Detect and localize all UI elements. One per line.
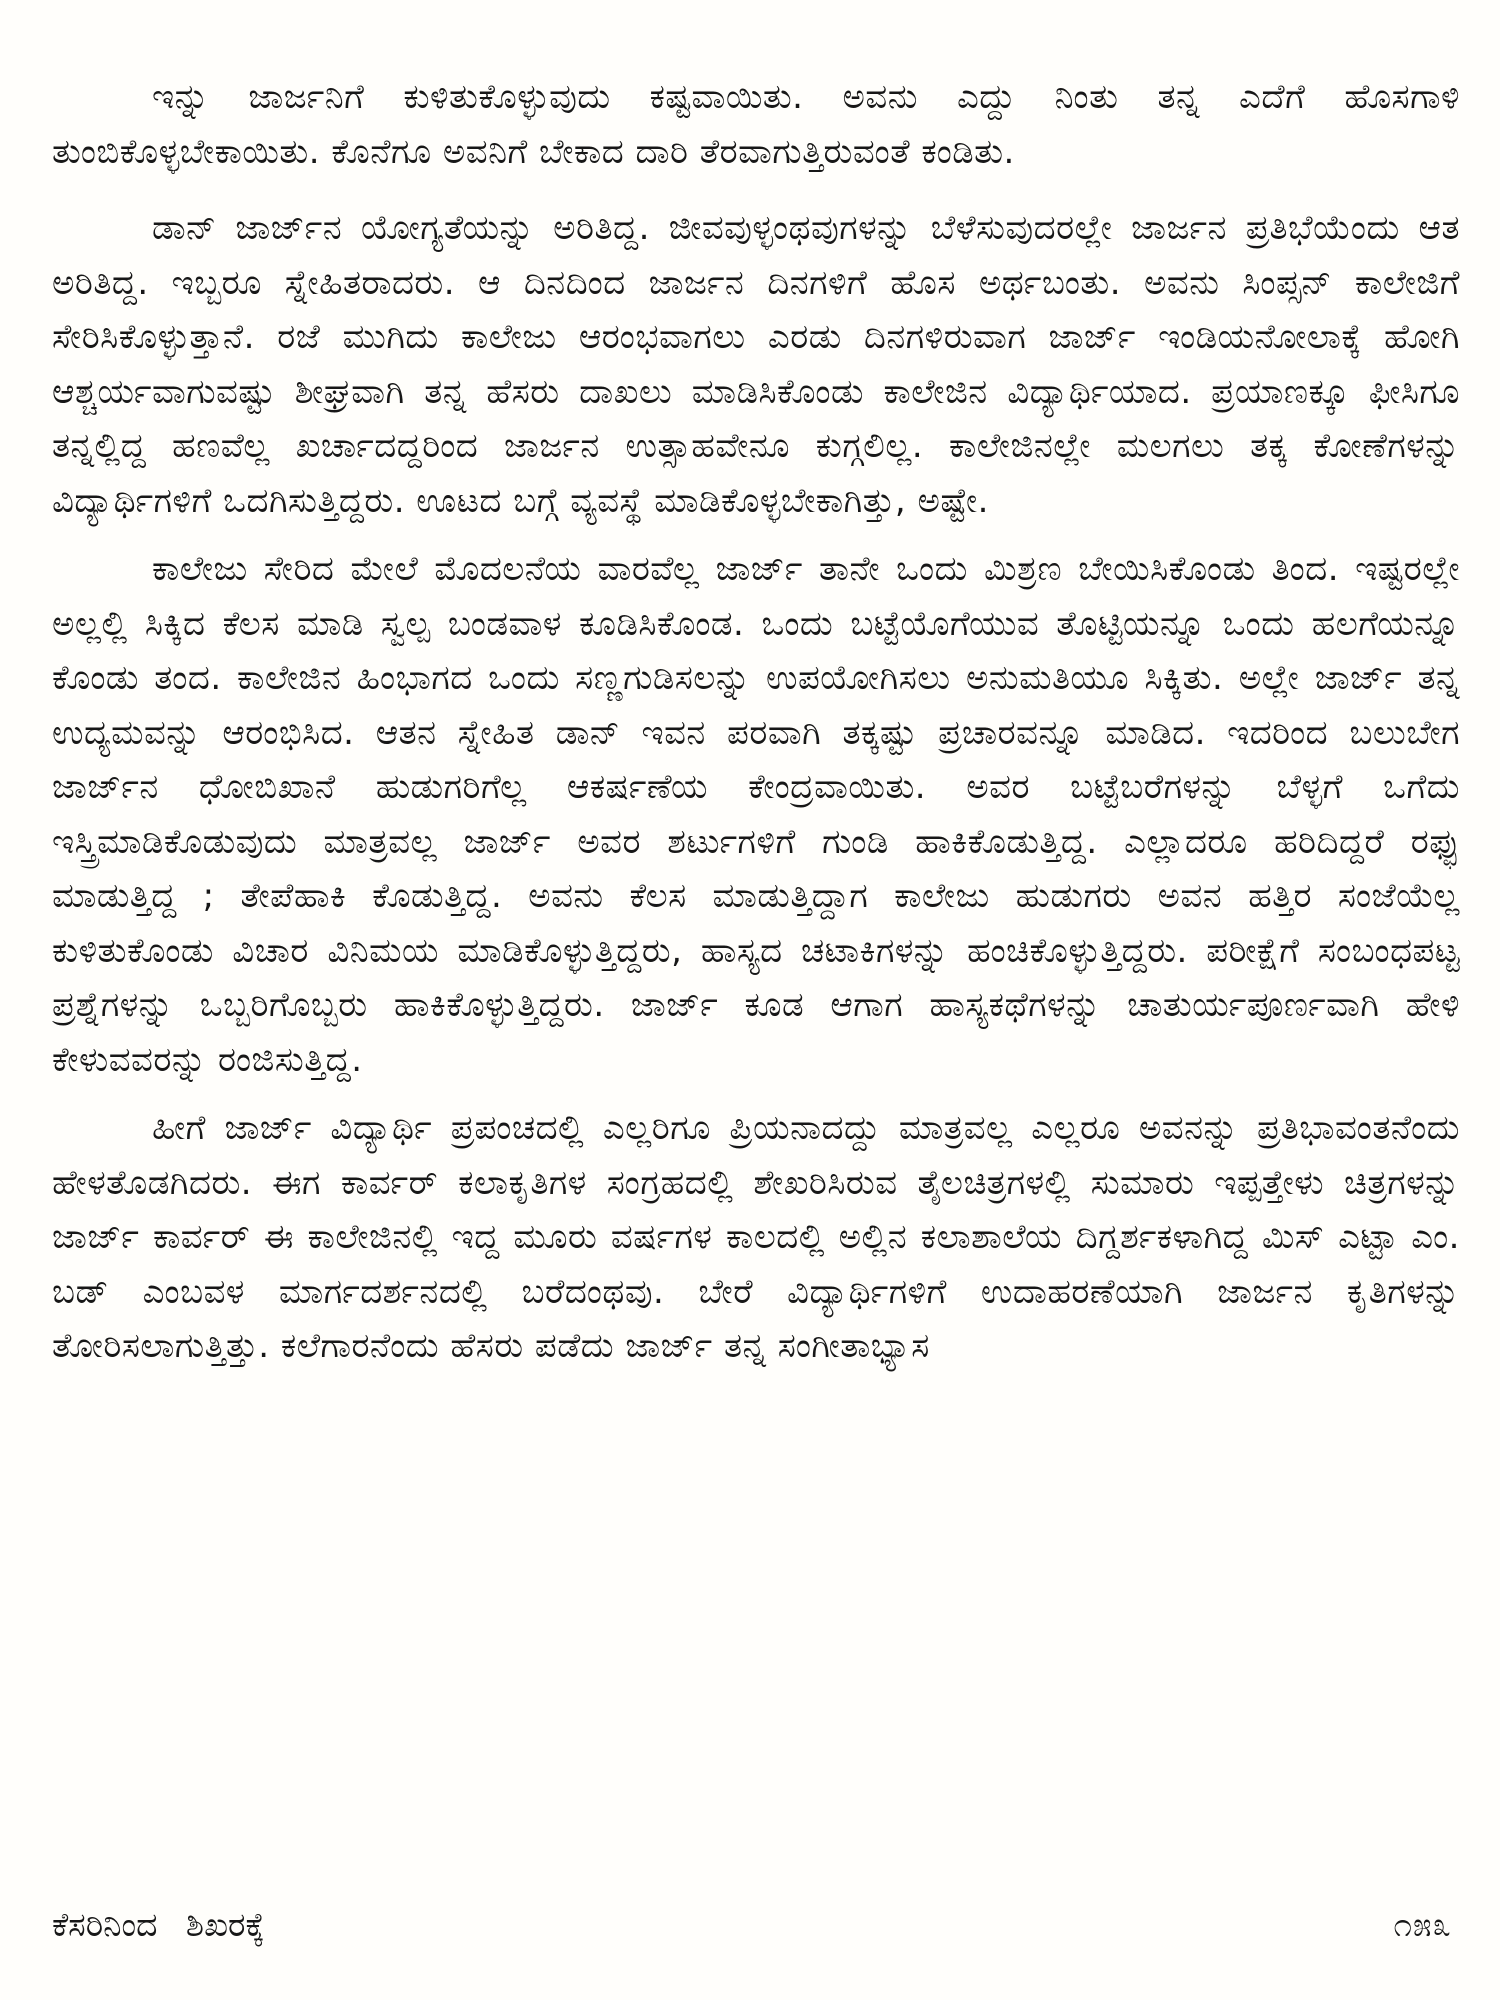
body-text — [52, 70, 1460, 1374]
paragraph-4: ಹೀಗೆ ಜಾರ್ಜ್ ವಿದ್ಯಾರ್ಥಿ ಪ್ರಪಂಚದಲ್ಲಿ ಎಲ್ಲರಿಗೂ ಪ್ರಿಯನಾದದ್ದು ಮಾತ್ರವಲ್ಲ ಎಲ್ಲರೂ ಅವನನ್ನು ಪ್ರತಿಭಾವಂತನೆಂದು ಹೇಳತೊಡಗಿದರು. ಈಗ ಕಾರ್ವರ್ ಕಲಾಕೃತಿಗಳ ಸಂಗ್ರಹದಲ್ಲಿ ಶೇಖರಿಸಿರುವ ತೈಲಚಿತ್ರಗಳಲ್ಲಿ ಸುಮಾರು ಇಪ್ಪತ್ತೇಳು ಚಿತ್ರಗಳನ್ನು ಜಾರ್ಜ್ ಕಾರ್ವರ್ ಈ ಕಾಲೇಜಿನಲ್ಲಿ ಇದ್ದ ಮೂರು ವರ್ಷಗಳ ಕಾಲದಲ್ಲಿ ಅಲ್ಲಿನ ಕಲಾಶಾಲೆಯ ದಿಗ್ದರ್ಶಕಳಾಗಿದ್ದ ಮಿಸ್ ಎಟ್ಟಾ ಎಂ. ಬಡ್ ಎಂಬವಳ ಮಾರ್ಗದರ್ಶನದಲ್ಲಿ ಬರೆದಂಥವು. ಬೇರೆ ವಿದ್ಯಾರ್ಥಿಗಳಿಗೆ ಉದಾಹರಣೆಯಾಗಿ ಜಾರ್ಜನ ಕೃತಿಗಳನ್ನು ತೋರಿಸಲಾಗುತ್ತಿತ್ತು. ಕಲೆಗಾರನೆಂದು ಹೆಸರು ಪಡೆದು ಜಾರ್ಜ್ ತನ್ನ ಸಂಗೀತಾಭ್ಯಾಸ — [52, 1108, 1460, 1366]
page-number: ೧೫೩ — [1393, 1905, 1452, 1944]
page-footer — [52, 1905, 1452, 1945]
paragraph-3: ಕಾಲೇಜು ಸೇರಿದ ಮೇಲೆ ಮೊದಲನೆಯ ವಾರವೆಲ್ಲ ಜಾರ್ಜ್ ತಾನೇ ಒಂದು ಮಿಶ್ರಣ ಬೇಯಿಸಿಕೊಂಡು ತಿಂದ. ಇಷ್ಟರಲ್ಲೇ ಅಲ್ಲಲ್ಲಿ ಸಿಕ್ಕಿದ ಕೆಲಸ ಮಾಡಿ ಸ್ವಲ್ಪ ಬಂಡವಾಳ ಕೂಡಿಸಿಕೊಂಡ. ಒಂದು ಬಟ್ಟೆಯೊಗೆಯುವ ತೊಟ್ಟಿಯನ್ನೂ ಒಂದು ಹಲಗೆಯನ್ನೂ ಕೊಂಡು ತಂದ. ಕಾಲೇಜಿನ ಹಿಂಭಾಗದ ಒಂದು ಸಣ್ಣಗುಡಿಸಲನ್ನು ಉಪಯೋಗಿಸಲು ಅನುಮತಿಯೂ ಸಿಕ್ಕಿತು. ಅಲ್ಲೇ ಜಾರ್ಜ್ ತನ್ನ ಉದ್ಯಮವನ್ನು ಆರಂಭಿಸಿದ. ಆತನ ಸ್ನೇಹಿತ ಡಾನ್ ಇವನ ಪರವಾಗಿ ತಕ್ಕಷ್ಟು ಪ್ರಚಾರವನ್ನೂ ಮಾಡಿದ. ಇದರಿಂದ ಬಲುಬೇಗ ಜಾರ್ಜ್‌ನ ಧೋಬಿಖಾನೆ ಹುಡುಗರಿಗೆಲ್ಲ ಆಕರ್ಷಣೆಯ ಕೇಂದ್ರವಾಯಿತು. ಅವರ ಬಟ್ಟೆಬರೆಗಳನ್ನು ಬೆಳ್ಳಗೆ ಒಗೆದು ಇಸ್ತ್ರಿಮಾಡಿಕೊಡುವುದು ಮಾತ್ರವಲ್ಲ ಜಾರ್ಜ್ ಅವರ ಶರ್ಟುಗಳಿಗೆ ಗುಂಡಿ ಹಾಕಿಕೊಡುತ್ತಿದ್ದ. ಎಲ್ಲಾದರೂ ಹರಿದಿದ್ದರೆ ರಫ್ಫು ಮಾಡುತ್ತಿದ್ದ ; ತೇಪೆಹಾಕಿ ಕೊಡುತ್ತಿದ್ದ. ಅವನು ಕೆಲಸ ಮಾಡುತ್ತಿದ್ದಾಗ ಕಾಲೇಜು ಹುಡುಗರು ಅವನ ಹತ್ತಿರ ಸಂಜೆಯೆಲ್ಲ ಕುಳಿತುಕೊಂಡು ವಿಚಾರ ವಿನಿಮಯ ಮಾಡಿಕೊಳ್ಳುತ್ತಿದ್ದರು, ಹಾಸ್ಯದ ಚಟಾಕಿಗಳನ್ನು ಹಂಚಿಕೊಳ್ಳುತ್ತಿದ್ದರು. ಪರೀಕ್ಷೆಗೆ ಸಂಬಂಧಪಟ್ಟ ಪ್ರಶ್ನೆಗಳನ್ನು ಒಬ್ಬರಿಗೊಬ್ಬರು ಹಾಕಿಕೊಳ್ಳುತ್ತಿದ್ದರು. ಜಾರ್ಜ್ ಕೂಡ ಆಗಾಗ ಹಾಸ್ಯಕಥೆಗಳನ್ನು ಚಾತುರ್ಯಪೂರ್ಣವಾಗಿ ಹೇಳಿ ಕೇಳುವವರನ್ನು ರಂಜಿಸುತ್ತಿದ್ದ. — [52, 549, 1460, 1080]
paragraph-2: ಡಾನ್ ಜಾರ್ಜ್‌ನ ಯೋಗ್ಯತೆಯನ್ನು ಅರಿತಿದ್ದ. ಜೀವವುಳ್ಳಂಥವುಗಳನ್ನು ಬೆಳೆಸುವುದರಲ್ಲೇ ಜಾರ್ಜನ ಪ್ರತಿಭೆಯೆಂದು ಆತ ಅರಿತಿದ್ದ. ಇಬ್ಬರೂ ಸ್ನೇಹಿತರಾದರು. ಆ ದಿನದಿಂದ ಜಾರ್ಜನ ದಿನಗಳಿಗೆ ಹೊಸ ಅರ್ಥಬಂತು. ಅವನು ಸಿಂಪ್ಸನ್ ಕಾಲೇಜಿಗೆ ಸೇರಿಸಿಕೊಳ್ಳುತ್ತಾನೆ. ರಜೆ ಮುಗಿದು ಕಾಲೇಜು ಆರಂಭವಾಗಲು ಎರಡು ದಿನಗಳಿರುವಾಗ ಜಾರ್ಜ್ ಇಂಡಿಯನೋಲಾಕ್ಕೆ ಹೋಗಿ ಆಶ್ಚರ್ಯವಾಗುವಷ್ಟು ಶೀಘ್ರವಾಗಿ ತನ್ನ ಹೆಸರು ದಾಖಲು ಮಾಡಿಸಿಕೊಂಡು ಕಾಲೇಜಿನ ವಿದ್ಯಾರ್ಥಿಯಾದ. ಪ್ರಯಾಣಕ್ಕೂ ಫೀಸಿಗೂ ತನ್ನಲ್ಲಿದ್ದ ಹಣವೆಲ್ಲ ಖರ್ಚಾದದ್ದರಿಂದ ಜಾರ್ಜನ ಉತ್ಸಾಹವೇನೂ ಕುಗ್ಗಲಿಲ್ಲ. ಕಾಲೇಜಿನಲ್ಲೇ ಮಲಗಲು ತಕ್ಕ ಕೋಣೆಗಳನ್ನು ವಿದ್ಯಾರ್ಥಿಗಳಿಗೆ ಒದಗಿಸುತ್ತಿದ್ದರು. ಊಟದ ಬಗ್ಗೆ ವ್ಯವಸ್ಥೆ ಮಾಡಿಕೊಳ್ಳಬೇಕಾಗಿತ್ತು, ಅಷ್ಟೇ. — [52, 208, 1460, 521]
book-title: ಕೆಸರಿನಿಂದ ಶಿಖರಕ್ಕೆ — [52, 1905, 265, 1944]
paragraph-1: ಇನ್ನು ಜಾರ್ಜನಿಗೆ ಕುಳಿತುಕೊಳ್ಳುವುದು ಕಷ್ಟವಾಯಿತು. ಅವನು ಎದ್ದು ನಿಂತು ತನ್ನ ಎದೆಗೆ ಹೊಸಗಾಳಿ ತುಂಬಿಕೊಳ್ಳಬೇಕಾಯಿತು. ಕೊನೆಗೂ ಅವನಿಗೆ ಬೇಕಾದ ದಾರಿ ತೆರವಾಗುತ್ತಿರುವಂತೆ ಕಂಡಿತು. — [52, 77, 1460, 172]
